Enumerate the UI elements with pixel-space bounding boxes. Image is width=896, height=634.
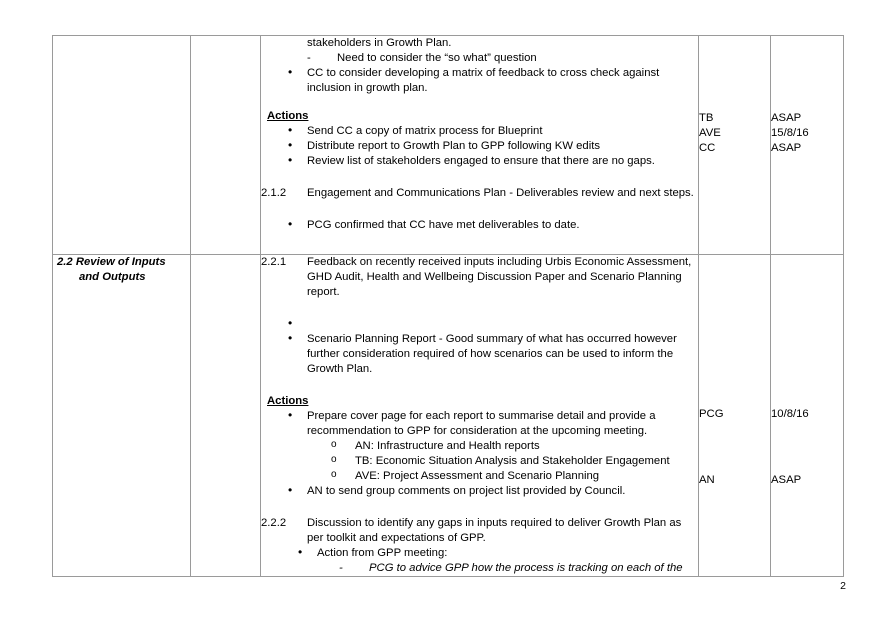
responsible-block	[699, 36, 770, 156]
list-item: o TB: Economic Situation Analysis and Stakeholder Engagement	[329, 454, 698, 469]
spacer	[771, 422, 843, 473]
row1-due-cell	[771, 36, 844, 255]
list-item: • Send CC a copy of matrix process for Blueprint	[285, 124, 698, 139]
spacer	[699, 422, 770, 473]
page-number: 2	[840, 580, 846, 592]
table-row	[53, 255, 844, 577]
row2-section-cell	[53, 255, 191, 577]
due-item: 10/8/16	[771, 408, 809, 420]
row2-content-cell	[261, 255, 699, 577]
action-sub-list	[307, 439, 698, 484]
spacer	[261, 499, 698, 516]
list-item: o AVE: Project Assessment and Scenario Planning	[329, 469, 698, 484]
action-text: Prepare cover page for each report to summarise detail and provide a recommendation to GPP for consideration at the upcoming meeting.	[307, 410, 656, 438]
list-item	[295, 546, 698, 576]
list-item: • AN to send group comments on project list provided by Council.	[285, 484, 698, 499]
responsible-item: TB	[699, 112, 714, 124]
item-2-1-2-number: 2.1.2	[261, 187, 287, 200]
responsible-item: PCG	[699, 408, 724, 420]
section-heading-2-2	[53, 255, 190, 286]
item-2-2-2-text: Discussion to identify any gaps in inputs required to deliver Growth Plan as per toolkit and expectations of GPP.	[307, 517, 682, 545]
list-item	[285, 317, 698, 332]
row1-dash-list	[261, 51, 698, 66]
due-item: ASAP	[771, 142, 802, 155]
spacer	[261, 169, 698, 186]
row2-due-cell	[771, 255, 844, 577]
section-heading-line1: 2.2 Review of Inputs	[57, 256, 166, 268]
list-item: • Scenario Planning Report - Good summary of what has occurred however further consideration required of how scenarios can be used to inform the Growth Plan.	[285, 332, 698, 377]
row1-section-cell	[53, 36, 191, 255]
spacer	[261, 96, 698, 109]
list-item: • Distribute report to Growth Plan to GPP following KW edits	[285, 139, 698, 154]
item-2-1-2-text: Engagement and Communications Plan - Deliverables review and next steps.	[307, 187, 694, 200]
item-2-1-2	[261, 186, 698, 201]
row1-content-cell	[261, 36, 699, 255]
row1-actions-list	[261, 124, 698, 169]
row1-continued-text: stakeholders in Growth Plan.	[307, 37, 452, 49]
list-item: • CC to consider developing a matrix of feedback to cross check against inclusion in growth plan.	[285, 66, 698, 96]
bullet-text: Action from GPP meeting:	[317, 547, 448, 560]
row2-actions-heading: Actions	[267, 395, 309, 408]
row2-subsection-cell	[191, 255, 261, 577]
row1-continued-paragraph	[261, 36, 698, 51]
table-row	[53, 36, 844, 255]
item-2-2-1	[261, 255, 698, 300]
item-2-2-1-text: Feedback on recently received inputs including Urbis Economic Assessment, GHD Audit, Health and Wellbeing Discussion Paper and Scenario Planning report.	[307, 256, 692, 299]
meeting-minutes-table	[52, 35, 844, 577]
spacer	[261, 300, 698, 317]
row2-responsible-cell	[699, 255, 771, 577]
item-2-1-2-bullets	[261, 218, 698, 233]
list-item: • Review list of stakeholders engaged to ensure that there are no gaps.	[285, 154, 698, 169]
due-block	[771, 36, 843, 156]
row1-bullet-list	[261, 66, 698, 96]
spacer	[261, 201, 698, 218]
item-2-2-1-bullets	[261, 317, 698, 377]
due-item: 15/8/16	[771, 127, 809, 140]
list-item: - Need to consider the “so what” question	[307, 51, 698, 66]
due-block	[771, 255, 843, 488]
responsible-item: AN	[699, 474, 715, 487]
responsible-item: CC	[699, 142, 716, 155]
list-item	[285, 409, 698, 484]
item-2-2-2	[261, 516, 698, 546]
item-2-2-2-dash-list	[317, 561, 698, 576]
row2-actions-list	[261, 409, 698, 499]
item-2-2-2-number: 2.2.2	[261, 517, 287, 530]
spacer	[261, 377, 698, 394]
item-2-2-1-number: 2.2.1	[261, 256, 287, 268]
due-item: ASAP	[771, 112, 802, 124]
row1-actions-heading: Actions	[267, 110, 309, 123]
row1-subsection-cell	[191, 36, 261, 255]
due-item: ASAP	[771, 474, 802, 487]
responsible-block	[699, 255, 770, 488]
item-2-2-2-bullets	[261, 546, 698, 576]
list-item: o AN: Infrastructure and Health reports	[329, 439, 698, 454]
list-item: • PCG confirmed that CC have met deliverables to date.	[285, 218, 698, 233]
section-heading-line2: and Outputs	[79, 271, 146, 284]
responsible-item: AVE	[699, 127, 721, 140]
list-item: - PCG to advice GPP how the process is tracking on each of the	[339, 561, 698, 576]
row1-responsible-cell	[699, 36, 771, 255]
